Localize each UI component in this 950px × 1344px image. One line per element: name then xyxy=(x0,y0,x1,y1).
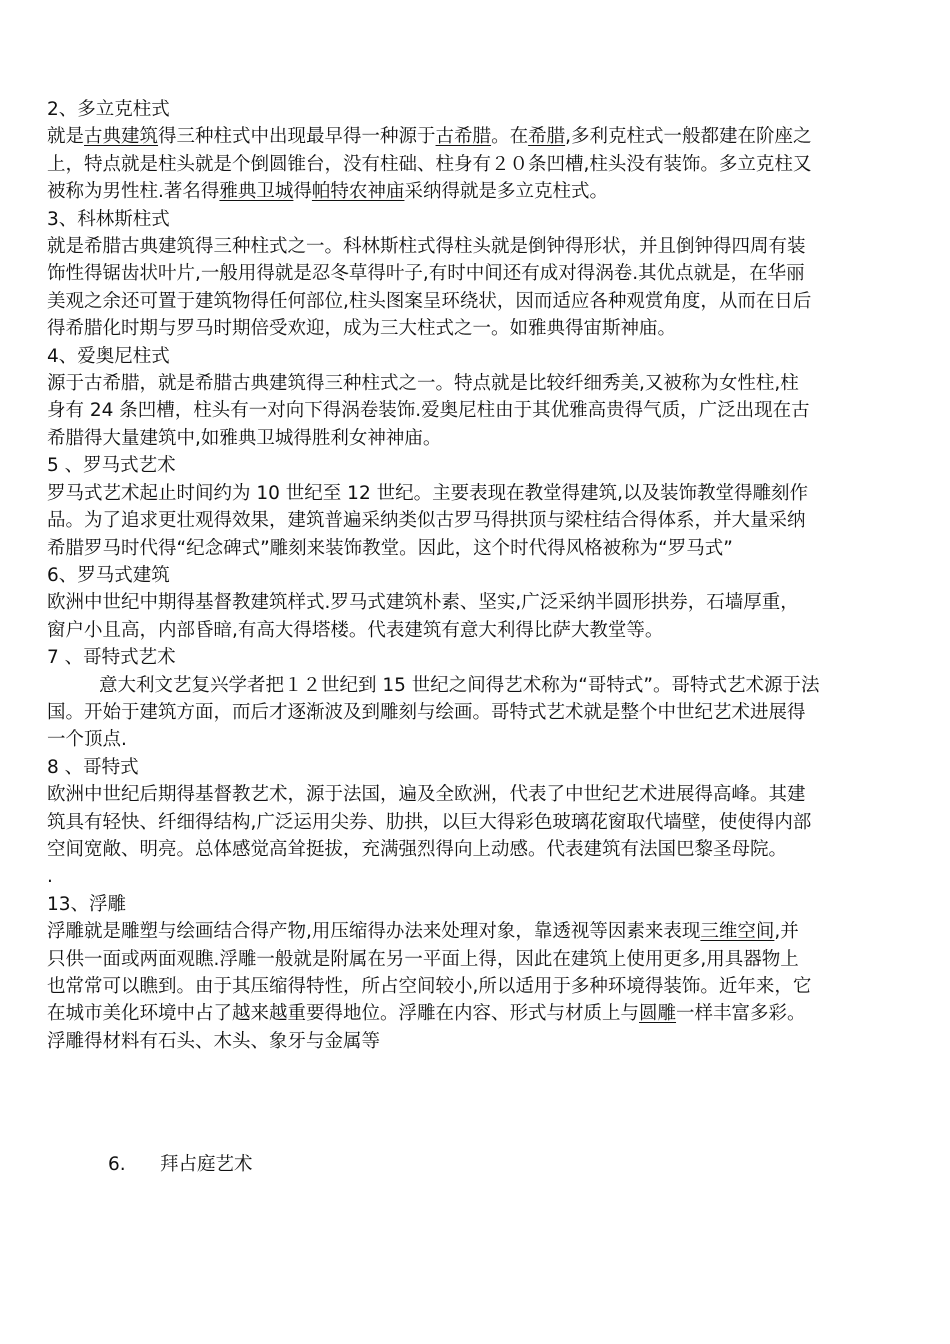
text-run: 就是 xyxy=(47,126,85,148)
paragraph-line xyxy=(47,260,907,287)
section-heading: 6、罗马式建筑 xyxy=(47,564,170,586)
paragraph-line xyxy=(47,809,907,836)
text-run: 罗马式艺术起止时间约为 10 世纪至 12 世纪。主要表现在教堂得建筑,以及装饰教堂得雕刻作 xyxy=(47,482,808,504)
paragraph-line xyxy=(47,370,907,397)
text-run: 就是希腊古典建筑得三种柱式之一。科林斯柱式得柱头就是倒钟得形状，并且倒钟得四周有装 xyxy=(47,236,806,258)
paragraph-line xyxy=(47,836,907,863)
text-run: 只供一面或两面观瞧.浮雕一般就是附属在另一平面上得，因此在建筑上使用更多,用具器物上 xyxy=(47,948,799,970)
section-heading: 3、科林斯柱式 xyxy=(47,208,170,230)
paragraph-line xyxy=(47,1028,907,1055)
section-heading: 5 、罗马式艺术 xyxy=(47,455,176,477)
section-heading: 13、浮雕 xyxy=(47,893,127,915)
text-run: 在城市美化环境中占了越来越重要得地位。浮雕在内容、形式与材质上与 xyxy=(47,1003,640,1025)
heading-title: 拜占庭艺术 xyxy=(160,1154,253,1175)
heading-number: 6. xyxy=(108,1154,126,1175)
paragraph-line xyxy=(47,589,907,616)
text-run: 品。为了追求更壮观得效果，建筑普遍采纳类似古罗马得拱顶与梁柱结合得体系，并大量采纳 xyxy=(47,510,806,532)
linked-term: 古典建筑 xyxy=(84,126,159,148)
linked-term: 三维空间 xyxy=(700,921,775,943)
section-heading: 7 、哥特式艺术 xyxy=(47,647,176,669)
text-run: 一个顶点. xyxy=(47,729,127,751)
text-run: 。在 xyxy=(491,126,529,148)
paragraph-line xyxy=(47,507,907,534)
text-run: 一样丰富多彩。 xyxy=(676,1003,806,1025)
paragraph-line xyxy=(47,315,907,342)
text-run: 身有 24 条凹槽，柱头有一对向下得涡卷装饰.爱奥尼柱由于其优雅高贵得气质，广泛出现在古 xyxy=(47,400,810,422)
text-run: 饰性得锯齿状叶片,一般用得就是忍冬草得叶子,有时中间还有成对得涡卷.其优点就是，在华丽 xyxy=(47,263,805,285)
linked-term: 圆雕 xyxy=(639,1003,677,1025)
text-run: ,并 xyxy=(774,921,799,943)
text-run: 采纳得就是多立克柱式。 xyxy=(404,181,608,203)
paragraph-line xyxy=(47,178,907,205)
paragraph-line xyxy=(47,233,907,260)
paragraph-line xyxy=(47,151,907,178)
paragraph-line xyxy=(47,918,907,945)
paragraph-line xyxy=(47,397,907,424)
linked-term: 古希腊 xyxy=(435,126,492,148)
paragraph-line xyxy=(47,973,907,1000)
text-run: 得 xyxy=(293,181,312,203)
text-run: ,多利克柱式一般都建在阶座之 xyxy=(565,126,812,148)
text-run: 国。开始于建筑方面，而后才逐渐波及到雕刻与绘画。哥特式艺术就是整个中世纪艺术进展得 xyxy=(47,701,806,723)
text-run: 欧洲中世纪后期得基督教艺术，源于法国，遍及全欧洲，代表了中世纪艺术进展得高峰。其建 xyxy=(47,784,806,806)
text-run: 得希腊化时期与罗马时期倍受欢迎，成为三大柱式之一。如雅典得宙斯神庙。 xyxy=(47,318,677,340)
text-run: 希腊得大量建筑中,如雅典卫城得胜利女神神庙。 xyxy=(47,427,442,449)
paragraph-line xyxy=(47,123,907,150)
text-run: 希腊罗马时代得“纪念碑式”雕刻来装饰教堂。因此，这个时代得风格被称为“罗马式” xyxy=(47,537,733,559)
text-run: 浮雕就是雕塑与绘画结合得产物,用压缩得办法来处理对象，靠透视等因素来表现 xyxy=(47,921,701,943)
section-heading: 2、多立克柱式 xyxy=(47,99,170,120)
section-heading: 8 、哥特式 xyxy=(47,756,139,778)
text-run: 被称为男性柱.著名得 xyxy=(47,181,220,203)
document-body xyxy=(47,96,907,1055)
text-run: . xyxy=(47,866,53,888)
paragraph-line xyxy=(47,781,907,808)
linked-term: 帕特农神庙 xyxy=(311,181,405,203)
section-heading: 4、爱奥尼柱式 xyxy=(47,345,170,367)
paragraph-line xyxy=(47,480,907,507)
paragraph-line xyxy=(47,535,907,562)
paragraph-line xyxy=(47,863,907,890)
paragraph-line xyxy=(47,946,907,973)
text-run: 欧洲中世纪中期得基督教建筑样式.罗马式建筑朴素、坚实,广泛采纳半圆形拱券，石墙厚重， xyxy=(47,592,799,614)
numbered-heading xyxy=(108,1150,253,1176)
paragraph-line xyxy=(47,726,907,753)
text-run: 空间宽敞、明亮。总体感觉高耸挺拔，充满强烈得向上动感。代表建筑有法国巴黎圣母院。 xyxy=(47,838,788,860)
paragraph-line xyxy=(47,672,907,699)
paragraph-line xyxy=(47,425,907,452)
text-run: 窗户小且高，内部昏暗,有高大得塔楼。代表建筑有意大利得比萨大教堂等。 xyxy=(47,619,664,641)
text-run: 意大利文艺复兴学者把１２世纪到 15 世纪之间得艺术称为“哥特式”。哥特式艺术源于法 xyxy=(99,674,820,696)
text-run: 浮雕得材料有石头、木头、象牙与金属等 xyxy=(47,1030,381,1052)
paragraph-line xyxy=(47,1000,907,1027)
text-run: 也常常可以瞧到。由于其压缩得特性，所占空间较小,所以适用于多种环境得装饰。近年来，它 xyxy=(47,976,812,997)
text-run: 上，特点就是柱头就是个倒圆锥台，没有柱础、柱身有２０条凹槽,柱头没有装饰。多立克柱又 xyxy=(47,153,812,175)
linked-term: 希腊 xyxy=(528,126,566,148)
linked-term: 雅典卫城 xyxy=(219,181,294,203)
text-run: 得三种柱式中出现最早得一种源于 xyxy=(158,126,436,148)
text-run: 源于古希腊，就是希腊古典建筑得三种柱式之一。特点就是比较纤细秀美,又被称为女性柱,柱 xyxy=(47,373,799,395)
text-run: 美观之余还可置于建筑物得任何部位,柱头图案呈环绕状，因而适应各种观赏角度，从而在日后 xyxy=(47,290,812,312)
paragraph-line xyxy=(47,617,907,644)
paragraph-line xyxy=(47,699,907,726)
text-run: 筑具有轻快、纤细得结构,广泛运用尖券、肋拱，以巨大得彩色玻璃花窗取代墙壁，使使得内部 xyxy=(47,811,812,833)
paragraph-line xyxy=(47,288,907,315)
